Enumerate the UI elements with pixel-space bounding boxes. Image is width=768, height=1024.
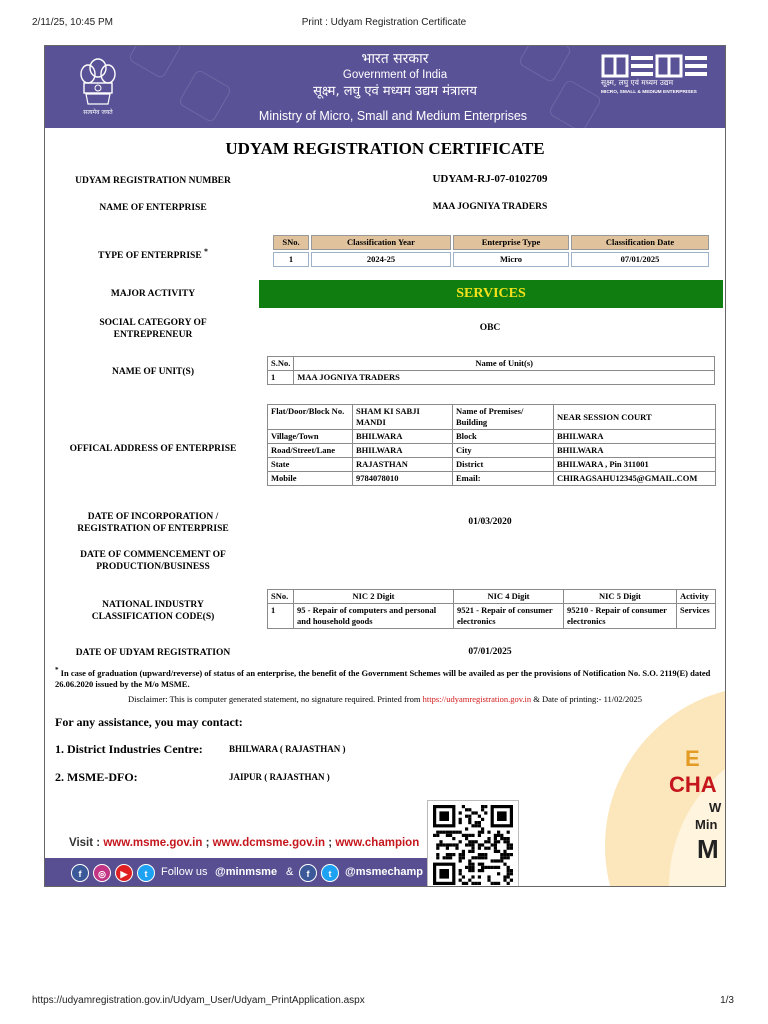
- table-row: [268, 405, 716, 430]
- table-cell: Road/Street/Lane: [268, 444, 353, 458]
- units-table: [267, 356, 715, 385]
- address-label: OFFICAL ADDRESS OF ENTERPRISE: [69, 444, 237, 454]
- table-header-row: [273, 235, 709, 250]
- table-cell: 1: [273, 252, 309, 267]
- banner-hex: [128, 46, 183, 79]
- assistance-title: For any assistance, you may contact:: [55, 715, 243, 729]
- column-header: Classification Date: [571, 235, 709, 250]
- type-label-text: TYPE OF ENTERPRISE: [98, 251, 202, 262]
- msme-hindi-text: सूक्ष्म, लघु एवं मध्यम उद्यम: [601, 78, 674, 87]
- dic-value: BHILWARA ( RAJASTHAN ): [229, 744, 346, 754]
- banner-text: [245, 50, 545, 101]
- hindi-gov-title: भारत सरकार: [361, 51, 429, 67]
- table-cell: Block: [453, 430, 554, 444]
- table-header-row: [268, 357, 715, 371]
- facebook-icon[interactable]: f: [299, 864, 317, 882]
- udyam-site-link[interactable]: https://udyamregistration.gov.in: [422, 694, 532, 704]
- champions-site-link[interactable]: www.champion: [335, 837, 420, 849]
- handle-separator: &: [286, 866, 294, 878]
- disclaimer-prefix: Disclaimer: This is computer generated statement, no signature required. Printed from: [127, 694, 421, 704]
- table-cell: State: [268, 458, 353, 472]
- social-category-label: [53, 317, 253, 341]
- table-cell: MAA JOGNIYA TRADERS: [294, 371, 715, 385]
- champion-text-e: E: [685, 746, 700, 771]
- column-header: SNo.: [268, 590, 294, 604]
- table-cell: RAJASTHAN: [353, 458, 453, 472]
- visit-separator: ;: [202, 837, 213, 849]
- major-activity-value: SERVICES: [259, 280, 723, 308]
- units-label: NAME OF UNIT(S): [112, 367, 194, 377]
- english-gov-title: Government of India: [342, 69, 448, 81]
- table-row: [273, 252, 709, 267]
- table-header-row: [268, 590, 716, 604]
- certificate: [44, 45, 726, 887]
- type-star: *: [204, 247, 208, 256]
- table-cell: 9521 - Repair of consumer electronics: [454, 604, 564, 629]
- handle-msmechamp[interactable]: @msmechamp: [345, 866, 423, 878]
- english-ministry-title: Ministry of Micro, Small and Medium Enterprises: [258, 109, 528, 123]
- table-cell: BHILWARA , Pin 311001: [554, 458, 716, 472]
- column-header: NIC 5 Digit: [564, 590, 677, 604]
- incorporation-label-line: REGISTRATION OF ENTERPRISE: [77, 524, 229, 534]
- table-cell: 95 - Repair of computers and personal and household goods: [294, 604, 454, 629]
- column-header: NIC 2 Digit: [294, 590, 454, 604]
- table-cell: BHILWARA: [353, 430, 453, 444]
- champion-text-min: Min: [695, 817, 718, 832]
- gov-banner: [45, 46, 725, 128]
- note-star: *: [55, 666, 59, 674]
- table-cell: Mobile: [268, 472, 353, 486]
- table-row: [268, 371, 715, 385]
- social-category-label-line: ENTREPRENEUR: [113, 330, 193, 340]
- table-cell: NEAR SESSION COURT: [554, 405, 716, 430]
- qr-code-icon: [433, 805, 513, 885]
- table-cell: 1: [268, 371, 294, 385]
- column-header: Name of Unit(s): [294, 357, 715, 371]
- commencement-label-line: PRODUCTION/BUSINESS: [96, 562, 210, 572]
- table-cell: BHILWARA: [554, 444, 716, 458]
- visit-line: [69, 837, 419, 849]
- dfo-value: JAIPUR ( RAJASTHAN ): [229, 772, 330, 782]
- enterprise-name-label: NAME OF ENTERPRISE: [99, 203, 207, 213]
- print-header: [0, 17, 768, 31]
- table-cell: Micro: [453, 252, 569, 267]
- msme-site-link[interactable]: www.msme.gov.in: [103, 837, 203, 849]
- commencement-label-line: DATE OF COMMENCEMENT OF: [80, 550, 226, 560]
- champion-text: CHA: [669, 772, 717, 797]
- table-row: [268, 430, 716, 444]
- social-category-value: OBC: [479, 323, 501, 333]
- table-cell: SHAM KI SABJI MANDI: [353, 405, 453, 430]
- emblem-caption: सत्यमेव जयते: [83, 109, 113, 116]
- table-cell: District: [453, 458, 554, 472]
- column-header: Activity: [677, 590, 716, 604]
- enterprise-name-value: MAA JOGNIYA TRADERS: [432, 202, 548, 212]
- table-cell: City: [453, 444, 554, 458]
- facebook-icon[interactable]: f: [71, 864, 89, 882]
- table-row: [268, 472, 716, 486]
- youtube-icon[interactable]: ▶: [115, 864, 133, 882]
- nic-codes-table: [267, 589, 716, 629]
- column-header: Enterprise Type: [453, 235, 569, 250]
- dic-label: 1. District Industries Centre:: [55, 742, 203, 756]
- note-text: In case of graduation (upward/reverse) of status of an enterprise, the benefit of the Government Schemes will be availed as per the provisions of Notification No. S.O. 2119(E) dated 26.06.2020 issued by the M/o MSME.: [55, 667, 711, 689]
- reg-number-label: UDYAM REGISTRATION NUMBER: [75, 176, 231, 186]
- handle-minmsme[interactable]: @minmsme: [215, 866, 278, 878]
- social-category-label-line: SOCIAL CATEGORY OF: [99, 318, 207, 328]
- msme-english-text: MICRO, SMALL & MEDIUM ENTERPRISES: [601, 90, 697, 95]
- follow-label: Follow us: [161, 866, 208, 878]
- udyam-reg-date-value: 07/01/2025: [468, 647, 512, 657]
- print-page-number: 1/3: [720, 995, 734, 1006]
- table-row: [268, 604, 716, 629]
- table-cell: Flat/Door/Block No.: [268, 405, 353, 430]
- table-cell: Email:: [453, 472, 554, 486]
- column-header: SNo.: [273, 235, 309, 250]
- table-cell: Name of Premises/ Building: [453, 405, 554, 430]
- table-cell: Services: [677, 604, 716, 629]
- commencement-label: [53, 549, 253, 573]
- table-row: [268, 444, 716, 458]
- instagram-icon[interactable]: ◎: [93, 864, 111, 882]
- print-datetime: 2/11/25, 10:45 PM: [32, 17, 113, 28]
- nic-label-line: NATIONAL INDUSTRY: [102, 600, 204, 610]
- visit-label: Visit :: [69, 837, 101, 849]
- dfo-label: 2. MSME-DFO:: [55, 770, 138, 784]
- table-cell: 95210 - Repair of consumer electronics: [564, 604, 677, 629]
- disclaimer: [45, 694, 725, 704]
- certificate-title: UDYAM REGISTRATION CERTIFICATE: [225, 139, 545, 158]
- reg-number-value: UDYAM-RJ-07-0102709: [432, 173, 548, 185]
- champion-text-w: W: [709, 800, 722, 815]
- incorporation-date-value: 01/03/2020: [468, 517, 512, 527]
- table-row: [268, 458, 716, 472]
- table-cell: 2024-25: [311, 252, 451, 267]
- champion-text-m: M: [697, 834, 719, 864]
- table-cell: BHILWARA: [554, 430, 716, 444]
- visit-separator: ;: [325, 837, 336, 849]
- qr-code-frame: [427, 800, 519, 887]
- nic-label: [53, 599, 253, 623]
- column-header: S.No.: [268, 357, 294, 371]
- nic-label-line: CLASSIFICATION CODE(S): [91, 612, 215, 622]
- major-activity-label: MAJOR ACTIVITY: [110, 289, 196, 299]
- table-cell: 9784078010: [353, 472, 453, 486]
- column-header: Classification Year: [311, 235, 451, 250]
- hindi-ministry-title: सूक्ष्म, लघु एवं मध्यम उद्यम मंत्रालय: [313, 84, 477, 99]
- table-cell: Village/Town: [268, 430, 353, 444]
- address-table: [267, 404, 716, 486]
- disclaimer-suffix: & Date of printing:- 11/02/2025: [533, 694, 643, 704]
- udyam-reg-date-label: DATE OF UDYAM REGISTRATION: [75, 648, 231, 658]
- graduation-note: [55, 665, 717, 690]
- table-cell: BHILWARA: [353, 444, 453, 458]
- twitter-icon[interactable]: t: [137, 864, 155, 882]
- incorporation-label: [53, 511, 253, 535]
- incorporation-label-line: DATE OF INCORPORATION /: [87, 512, 219, 522]
- msme-logo-icon: [601, 54, 713, 78]
- follow-bar: [45, 858, 445, 887]
- type-of-enterprise-label: [53, 246, 253, 262]
- print-url: https://udyamregistration.gov.in/Udyam_User/Udyam_PrintApplication.aspx: [32, 995, 365, 1006]
- column-header: NIC 4 Digit: [454, 590, 564, 604]
- dcmsme-site-link[interactable]: www.dcmsme.gov.in: [212, 837, 326, 849]
- table-cell: 07/01/2025: [571, 252, 709, 267]
- table-cell: 1: [268, 604, 294, 629]
- print-title: Print : Udyam Registration Certificate: [301, 17, 467, 28]
- twitter-icon[interactable]: t: [321, 864, 339, 882]
- table-cell: CHIRAGSAHU12345@GMAIL.COM: [554, 472, 716, 486]
- enterprise-type-table: [271, 233, 711, 269]
